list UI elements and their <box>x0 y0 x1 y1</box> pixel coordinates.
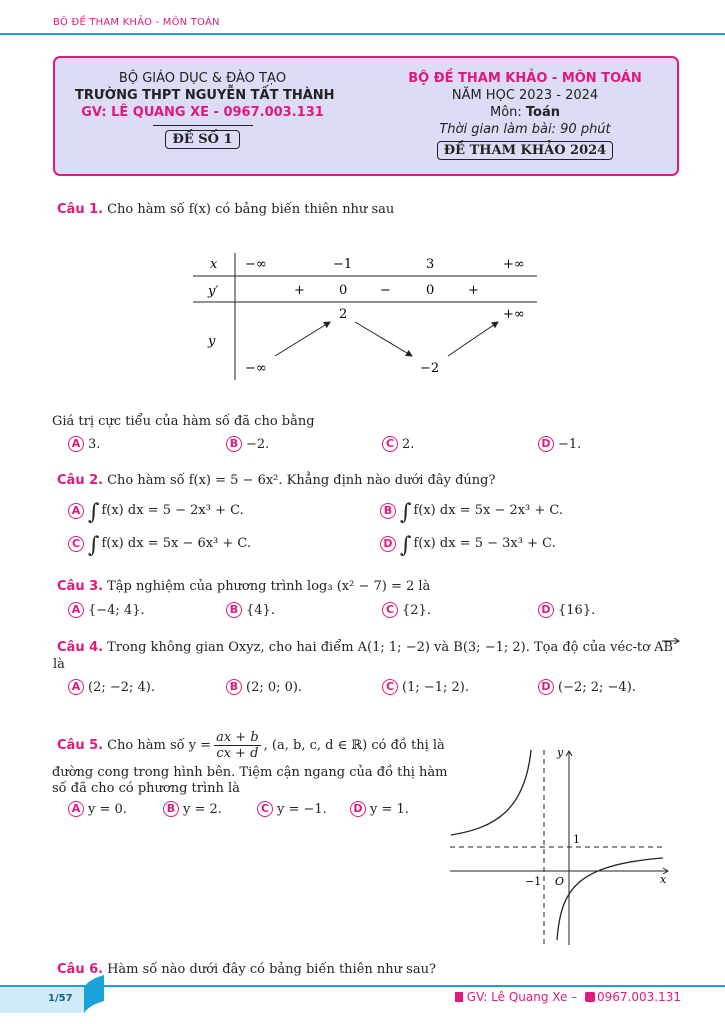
table-y-label: y <box>208 334 216 349</box>
q4-option-d[interactable]: D (−2; 2; −4). <box>538 679 636 695</box>
footer-credit: GV: Lê Quang Xe – 0967.003.131 <box>455 990 681 1004</box>
mark-minus-1: −1 <box>525 875 542 888</box>
question-1-prompt: Giá trị cực tiểu của hàm số đã cho bằng <box>52 414 315 429</box>
page-number: 1/57 <box>48 993 73 1004</box>
series-title: BỘ ĐỀ THAM KHẢO - MÔN TOÁN <box>408 71 642 86</box>
fraction: $\frac{ax + b}{cx + d}$ <box>216 730 259 761</box>
subject: Toán <box>525 105 561 120</box>
arrow-up <box>275 322 330 356</box>
origin-label: O <box>555 875 565 888</box>
q4-option-b[interactable]: B (2; 0; 0). <box>226 679 302 695</box>
x-axis-label: x <box>660 873 667 886</box>
x-value: −∞ <box>245 257 267 272</box>
time-limit: Thời gian làm bài: 90 phút <box>439 122 611 137</box>
q3-option-a[interactable]: A {−4; 4}. <box>68 602 145 618</box>
q5-option-b[interactable]: B y = 2. <box>163 801 222 817</box>
x-value: +∞ <box>503 257 525 272</box>
question-4-cont: là <box>53 657 65 672</box>
exam-header <box>53 56 679 176</box>
y-value: −2 <box>420 361 440 376</box>
hyperbola-graph <box>445 740 675 950</box>
variation-table <box>190 250 540 385</box>
ministry-name: BỘ GIÁO DỤC & ĐÀO TẠO <box>118 71 287 86</box>
header-right <box>385 70 665 160</box>
page-tab-flag <box>80 975 106 1015</box>
y-value: +∞ <box>503 307 525 322</box>
school-year: NĂM HỌC 2023 - 2024 <box>451 88 599 103</box>
q2-option-d[interactable]: D ∫ f(x) dx = 5 − 3x³ + C. <box>380 531 556 556</box>
divider <box>153 125 253 126</box>
mark-1: 1 <box>573 833 580 846</box>
q3-option-d[interactable]: D {16}. <box>538 602 595 618</box>
phone-icon <box>585 992 595 1002</box>
question-4: Câu 4. Trong không gian Oxyz, cho hai điểm A(1; 1; −2) và B(3; −1; 2). Tọa độ của véc-tơ AB <box>57 640 674 655</box>
arrow-up <box>448 322 498 356</box>
yp-sign: + <box>294 283 305 298</box>
y-value: 2 <box>339 307 348 322</box>
q1-option-a[interactable]: A 3. <box>68 436 100 452</box>
question-5-line3: số đã cho có phương trình là <box>52 781 240 796</box>
q5-option-c[interactable]: C y = −1. <box>257 801 327 817</box>
top-rule <box>0 33 725 35</box>
y-value: −∞ <box>245 361 267 376</box>
teacher-info: GV: LÊ QUANG XE - 0967.003.131 <box>81 105 324 120</box>
x-value: 3 <box>426 257 435 272</box>
bottom-rule <box>0 985 725 987</box>
question-label: Câu 1. <box>57 202 104 217</box>
table-x-label: x <box>210 257 218 272</box>
q3-option-c[interactable]: C {2}. <box>382 602 431 618</box>
yp-sign: + <box>468 283 479 298</box>
school-name: TRƯỜNG THPT NGUYỄN TẤT THÀNH <box>75 88 335 103</box>
question-5: Câu 5. Cho hàm số y = $\frac{ax + b}{cx + d}$ , (a, b, c, d ∈ ℝ) có đồ thị là <box>57 730 445 761</box>
curve-left-branch <box>451 750 531 835</box>
question-6: Câu 6. Hàm số nào dưới đây có bảng biến thiên như sau? <box>57 962 436 977</box>
exam-code: ĐỀ SỐ 1 <box>165 130 239 149</box>
yp-sign: − <box>380 283 391 298</box>
header-left <box>75 70 335 149</box>
question-text: Cho hàm số f(x) có bảng biến thiên như sau <box>107 202 395 217</box>
curve-right-branch <box>557 858 663 940</box>
q5-option-d[interactable]: D y = 1. <box>350 801 409 817</box>
running-header: BỘ ĐỀ THAM KHẢO - MÔN TOÁN <box>53 17 220 28</box>
q2-option-c[interactable]: C ∫ f(x) dx = 5x − 6x³ + C. <box>68 531 251 556</box>
question-2: Câu 2. Cho hàm số f(x) = 5 − 6x². Khẳng định nào dưới đây đúng? <box>57 473 496 488</box>
q4-option-c[interactable]: C (1; −1; 2). <box>382 679 469 695</box>
q1-option-c[interactable]: C 2. <box>382 436 414 452</box>
exam-title: ĐỀ THAM KHẢO 2024 <box>437 141 613 160</box>
q1-option-b[interactable]: B −2. <box>226 436 269 452</box>
table-yp-label: y′ <box>208 284 219 299</box>
q5-option-a[interactable]: A y = 0. <box>68 801 127 817</box>
question-3: Câu 3. Tập nghiệm của phương trình log₃ (x² − 7) = 2 là <box>57 579 431 594</box>
x-value: −1 <box>333 257 353 272</box>
document-icon <box>455 992 463 1002</box>
yp-zero: 0 <box>426 283 435 298</box>
q4-option-a[interactable]: A (2; −2; 4). <box>68 679 155 695</box>
q1-option-d[interactable]: D −1. <box>538 436 581 452</box>
q3-option-b[interactable]: B {4}. <box>226 602 275 618</box>
question-5-line2: đường cong trong hình bên. Tiệm cận ngang của đồ thị hàm <box>52 765 448 780</box>
q2-option-a[interactable]: A ∫ f(x) dx = 5 − 2x³ + C. <box>68 498 244 523</box>
q2-option-b[interactable]: B ∫ f(x) dx = 5x − 2x³ + C. <box>380 498 563 523</box>
arrow-down <box>355 322 412 356</box>
y-axis-label: y <box>557 746 564 759</box>
question-1 <box>53 202 394 217</box>
subject-line: Môn: Toán <box>489 105 561 120</box>
yp-zero: 0 <box>339 283 348 298</box>
vector-arrow <box>662 633 680 639</box>
